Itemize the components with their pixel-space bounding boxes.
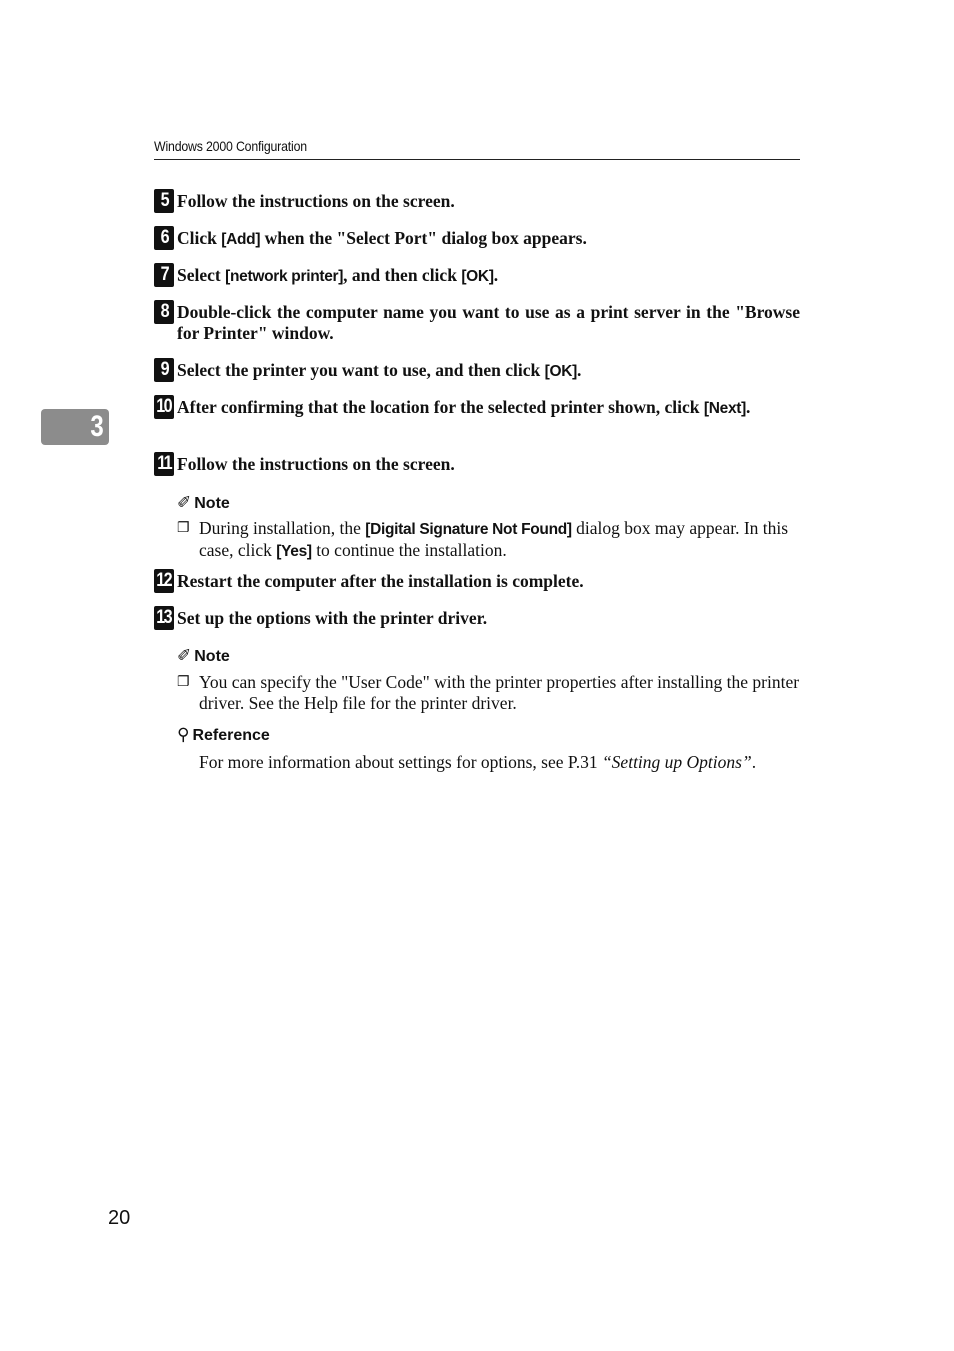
step-text: Follow the instructions on the screen. — [177, 191, 455, 211]
step-number: 6 — [154, 226, 174, 250]
magnifier-icon: ⚲ — [177, 725, 190, 744]
step-text: Follow the instructions on the screen. — [177, 454, 455, 474]
step-text: Select the printer you want to use, and then click [OK]. — [177, 360, 582, 380]
step-number: 9 — [154, 358, 174, 382]
checkbox-bullet-icon: ❐ — [177, 521, 190, 536]
step-10 — [154, 395, 800, 419]
step-number: 12 — [154, 569, 174, 593]
chapter-number: 3 — [90, 410, 104, 443]
step-13 — [154, 606, 800, 629]
pencil-icon: ✐ — [177, 646, 192, 665]
note-heading: ✐ Note — [177, 493, 230, 512]
reference-text: For more information about settings for options, see P.31 “Setting up Options”. — [199, 752, 757, 772]
step-text: Set up the options with the printer driver. — [177, 608, 488, 628]
step-7 — [154, 263, 800, 287]
step-number: 7 — [154, 263, 174, 287]
step-12 — [154, 569, 800, 592]
key-network-printer: [network printer] — [225, 268, 344, 285]
key-ok: [OK] — [461, 268, 494, 285]
step-text: Restart the computer after the installation is complete. — [177, 571, 584, 591]
note-bullet — [177, 672, 800, 714]
step-number: 8 — [154, 300, 174, 324]
reference-heading: ⚲ Reference — [177, 725, 270, 744]
key-yes: [Yes] — [276, 543, 312, 560]
step-number: 11 — [154, 452, 174, 476]
step-text: Select [network printer], and then click [OK]. — [177, 265, 499, 285]
cross-reference: “Setting up Options” — [601, 752, 752, 772]
checkbox-bullet-icon: ❐ — [177, 675, 190, 690]
step-text: Double-click the computer name you want to use as a print server in the "Browse for Printer" window. — [177, 302, 800, 343]
step-text: Click [Add] when the "Select Port" dialog box appears. — [177, 228, 587, 248]
note-bullet — [177, 518, 800, 562]
step-number: 13 — [154, 606, 174, 630]
pencil-icon: ✐ — [177, 493, 192, 512]
key-next: [Next] — [703, 400, 746, 417]
chapter-tab — [41, 409, 109, 445]
step-9 — [154, 358, 800, 382]
note-heading: ✐ Note — [177, 646, 230, 665]
key-ok: [OK] — [544, 363, 578, 380]
step-text: After confirming that the location for the selected printer shown, click [Next]. — [177, 397, 751, 417]
note-text: You can specify the "User Code" with the printer properties after installing the printer driver. See the Help file for the printer driver. — [199, 672, 800, 713]
running-header — [154, 138, 800, 160]
page-number: 20 — [108, 1207, 131, 1229]
step-11 — [154, 452, 800, 475]
step-number: 10 — [154, 395, 174, 419]
step-6 — [154, 226, 800, 250]
note-text: During installation, the [Digital Signature Not Found] dialog box may appear. In this case, click [Yes] to continue the installation. — [199, 518, 789, 560]
key-digital-signature-not-found: [Digital Signature Not Found] — [365, 521, 572, 538]
step-5 — [154, 189, 800, 212]
step-8 — [154, 300, 800, 344]
step-number: 5 — [154, 189, 174, 213]
key-add: [Add] — [221, 231, 261, 248]
running-title: Windows 2000 Configuration — [154, 138, 307, 154]
